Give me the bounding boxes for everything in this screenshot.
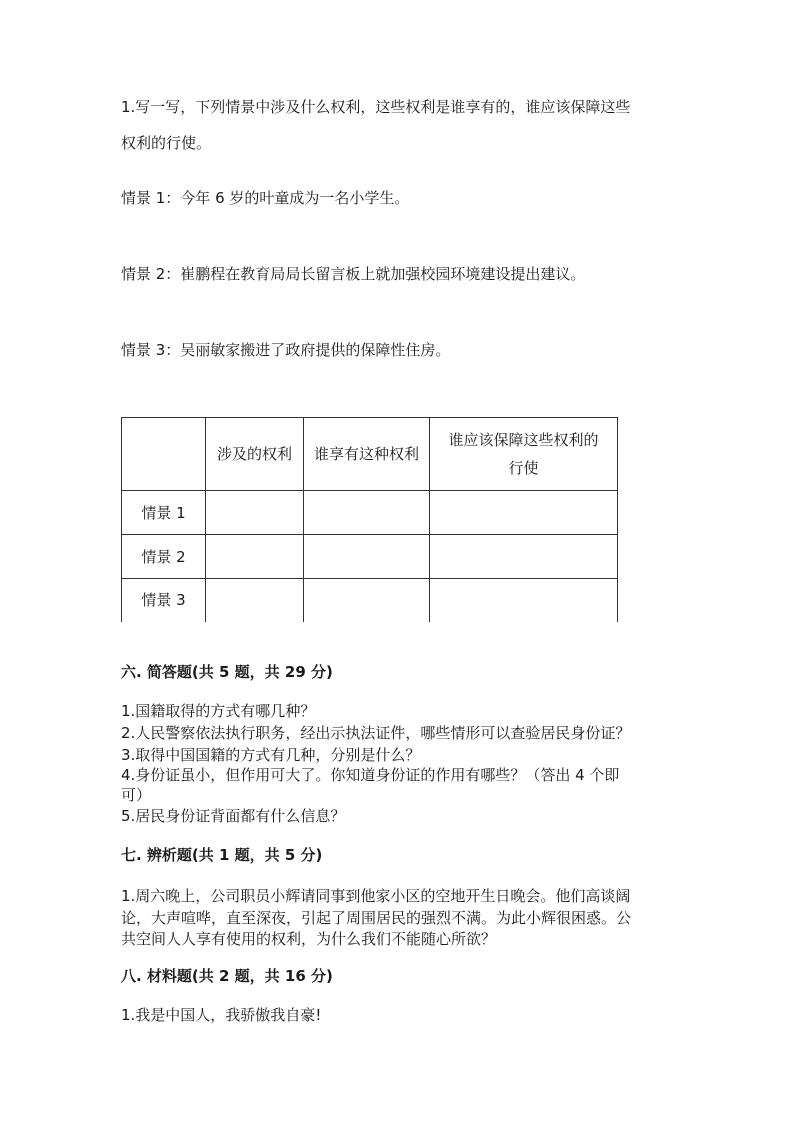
section-6-item-1: 1.国籍取得的方式有哪几种？ (121, 702, 316, 720)
answer-cell (206, 579, 304, 622)
answer-cell (304, 491, 430, 535)
header-rights-involved: 涉及的权利 (206, 418, 304, 491)
row-label-scene-2: 情景 2 (122, 535, 206, 579)
row-label-scene-3: 情景 3 (122, 579, 206, 622)
table-row (122, 491, 618, 535)
section-8-item-1: 1.我是中国人，我骄傲我自豪! (121, 1006, 322, 1024)
section-6-title: 六. 简答题(共 5 题，共 29 分) (121, 663, 333, 681)
table-row (122, 535, 618, 579)
answer-cell (430, 579, 618, 622)
question-1-line-1: 1.写一写，下列情景中涉及什么权利，这些权利是谁享有的，谁应该保障这些 (121, 98, 631, 116)
section-6-item-4: 4.身份证虽小，但作用可大了。你知道身份证的作用有哪些？（答出 4 个即 (121, 766, 620, 784)
row-label-scene-1: 情景 1 (122, 491, 206, 535)
section-6-item-3: 3.取得中国国籍的方式有几种，分别是什么？ (121, 746, 421, 764)
scene-2-text: 情景 2：崔鹏程在教育局局长留言板上就加强校园环境建设提出建议。 (121, 265, 586, 283)
table-row (122, 579, 618, 622)
section-6-item-2: 2.人民警察依法执行职务，经出示执法证件，哪些情形可以查验居民身份证？ (121, 724, 631, 742)
section-7-line-2: 论，大声喧哗，直至深夜，引起了周围居民的强烈不满。为此小辉很困惑。公 (121, 909, 632, 927)
answer-cell (304, 579, 430, 622)
header-who-guarantees-line-1: 谁应该保障这些权利的 (448, 431, 599, 449)
section-6-item-5: 5.居民身份证背面都有什么信息？ (121, 807, 346, 825)
table-header-row (122, 418, 618, 491)
answer-cell (304, 535, 430, 579)
section-7-title: 七. 辨析题(共 1 题，共 5 分) (121, 846, 323, 864)
header-who-enjoys: 谁享有这种权利 (304, 418, 430, 491)
header-who-guarantees-line-2: 行使 (508, 459, 539, 477)
answer-cell (430, 491, 618, 535)
table-corner-cell (122, 418, 206, 491)
scene-1-text: 情景 1：今年 6 岁的叶童成为一名小学生。 (121, 189, 410, 207)
header-who-guarantees (430, 418, 618, 491)
answer-cell (206, 491, 304, 535)
section-6-item-4-cont: 可） (121, 786, 152, 804)
question-1-line-2: 权利的行使。 (121, 134, 212, 152)
answer-cell (206, 535, 304, 579)
answer-table (121, 417, 618, 622)
section-8-title: 八. 材料题(共 2 题，共 16 分) (121, 967, 333, 985)
section-7-line-3: 共空间人人享有使用的权利，为什么我们不能随心所欲？ (121, 930, 497, 948)
section-7-line-1: 1.周六晚上，公司职员小辉请同事到他家小区的空地开生日晚会。他们高谈阔 (121, 887, 631, 905)
answer-cell (430, 535, 618, 579)
scene-3-text: 情景 3：吴丽敏家搬进了政府提供的保障性住房。 (121, 341, 451, 359)
